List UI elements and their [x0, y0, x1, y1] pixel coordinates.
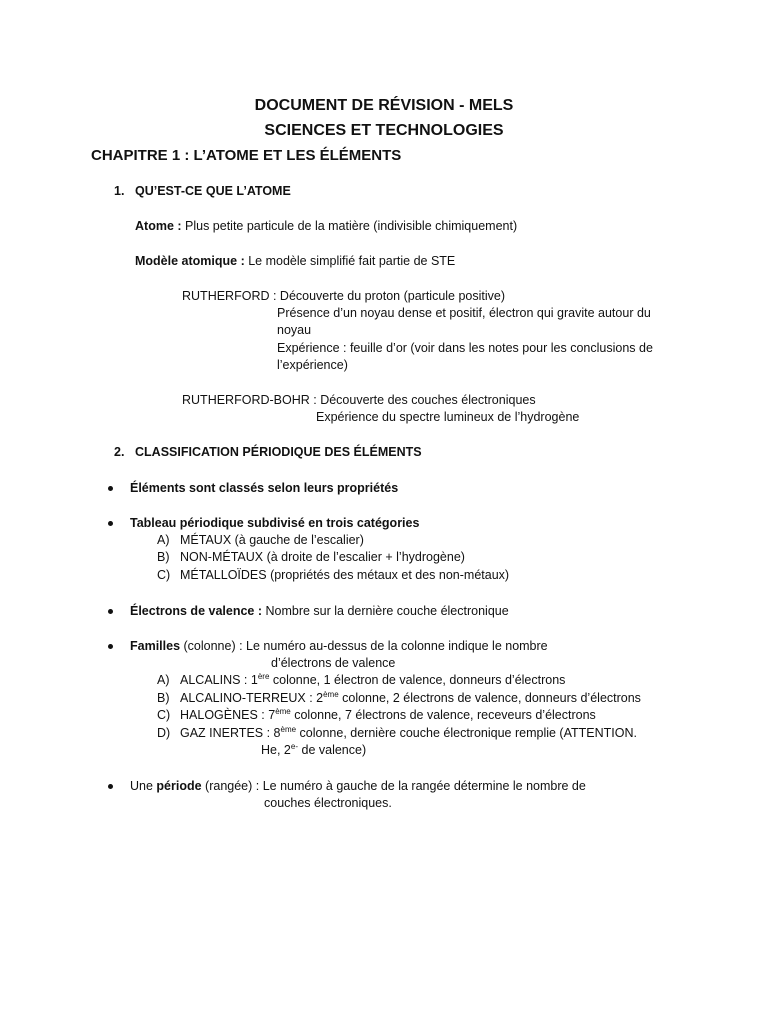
- section1-number: 1.: [114, 184, 125, 198]
- bullet-icon: [108, 784, 113, 789]
- famille-text: He, 2: [261, 743, 291, 757]
- list-letter: B): [157, 691, 170, 705]
- bullet-tableau: Tableau périodique subdivisé en trois catégories: [130, 516, 420, 530]
- famille-text: ALCALINS : 1: [180, 673, 258, 687]
- periode-pre: Une: [130, 779, 157, 793]
- periode-text: (rangée) : Le numéro à gauche de la rangée détermine le nombre de: [201, 779, 586, 793]
- famille-alcalins: [180, 672, 565, 689]
- rutherford-line-1: RUTHERFORD : Découverte du proton (particule positive): [182, 289, 506, 303]
- rutherford-line-3: noyau: [277, 323, 312, 337]
- list-letter: A): [157, 673, 170, 687]
- rutherford-line-2: Présence d’un noyau dense et positif, électron qui gravite autour du: [277, 306, 651, 320]
- familles-label: Familles: [130, 639, 181, 653]
- famille-text: ALCALINO-TERREUX : 2: [180, 691, 324, 705]
- superscript: ème: [275, 707, 291, 716]
- famille-text: GAZ INERTES : 8: [180, 726, 281, 740]
- list-item-non-metaux: NON-MÉTAUX (à droite de l’escalier + l’hydrogène): [180, 550, 465, 564]
- bullet-familles: [130, 638, 548, 655]
- famille-text: colonne, 1 électron de valence, donneurs d’électrons: [269, 673, 566, 687]
- list-letter: B): [157, 550, 170, 564]
- famille-alcalino-terreux: [180, 690, 641, 707]
- modele-label: Modèle atomique :: [135, 254, 245, 268]
- document-title: DOCUMENT DE RÉVISION - MELS: [254, 97, 514, 114]
- chapter-heading: CHAPITRE 1 : L’ATOME ET LES ÉLÉMENTS: [91, 147, 402, 164]
- section1-heading: QU’EST-CE QUE L’ATOME: [135, 184, 291, 198]
- list-letter: C): [157, 568, 171, 582]
- list-item-metalloides: MÉTALLOÏDES (propriétés des métaux et des non-métaux): [180, 568, 510, 582]
- rutherford-line-4: Expérience : feuille d’or (voir dans les notes pour les conclusions de: [277, 341, 653, 355]
- list-letter: A): [157, 533, 170, 547]
- famille-text: colonne, 7 électrons de valence, receveurs d’électrons: [290, 708, 596, 722]
- modele-atomique: [135, 253, 455, 270]
- atome-label: Atome :: [135, 219, 182, 233]
- periode-label: période: [156, 779, 202, 793]
- bullet-icon: [108, 486, 113, 491]
- rutherford-line-5: l’expérience): [277, 358, 348, 372]
- bohr-line-1: RUTHERFORD-BOHR : Découverte des couches électroniques: [182, 393, 536, 407]
- bullet-icon: [108, 644, 113, 649]
- periode-text-cont: couches électroniques.: [264, 796, 392, 810]
- famille-halogenes: [180, 707, 596, 724]
- atome-definition: [135, 218, 517, 235]
- gaz-inertes-cont: [261, 742, 366, 759]
- bullet-icon: [108, 521, 113, 526]
- famille-text: HALOGÈNES : 7: [180, 708, 276, 722]
- list-item-metaux: MÉTAUX (à gauche de l’escalier): [180, 533, 364, 547]
- superscript: ère: [257, 672, 270, 681]
- list-letter: D): [157, 726, 171, 740]
- superscript: ème: [280, 725, 297, 734]
- superscript: e-: [290, 742, 299, 751]
- electrons-valence-text: Nombre sur la dernière couche électronique: [262, 604, 509, 618]
- bullet-electrons-valence: [130, 603, 509, 620]
- list-letter: C): [157, 708, 171, 722]
- familles-text: (colonne) : Le numéro au-dessus de la colonne indique le nombre: [180, 639, 548, 653]
- superscript: ème: [323, 690, 339, 699]
- modele-text: Le modèle simplifié fait partie de STE: [244, 254, 456, 268]
- bullet-periode: [130, 778, 586, 795]
- famille-text: colonne, dernière couche électronique remplie (ATTENTION.: [296, 726, 637, 740]
- document-subtitle: SCIENCES ET TECHNOLOGIES: [264, 122, 504, 139]
- atome-text: Plus petite particule de la matière (indivisible chimiquement): [181, 219, 518, 233]
- familles-text-cont: d’électrons de valence: [271, 656, 396, 670]
- section2-number: 2.: [114, 445, 125, 459]
- famille-text: de valence): [298, 743, 367, 757]
- electrons-valence-label: Électrons de valence :: [130, 604, 263, 618]
- section2-heading: CLASSIFICATION PÉRIODIQUE DES ÉLÉMENTS: [135, 445, 422, 459]
- famille-gaz-inertes: [180, 725, 637, 742]
- bullet-icon: [108, 609, 113, 614]
- bullet-classes: Éléments sont classés selon leurs propriétés: [130, 481, 399, 495]
- bohr-line-2: Expérience du spectre lumineux de l’hydrogène: [316, 410, 580, 424]
- famille-text: colonne, 2 électrons de valence, donneurs d’électrons: [338, 691, 641, 705]
